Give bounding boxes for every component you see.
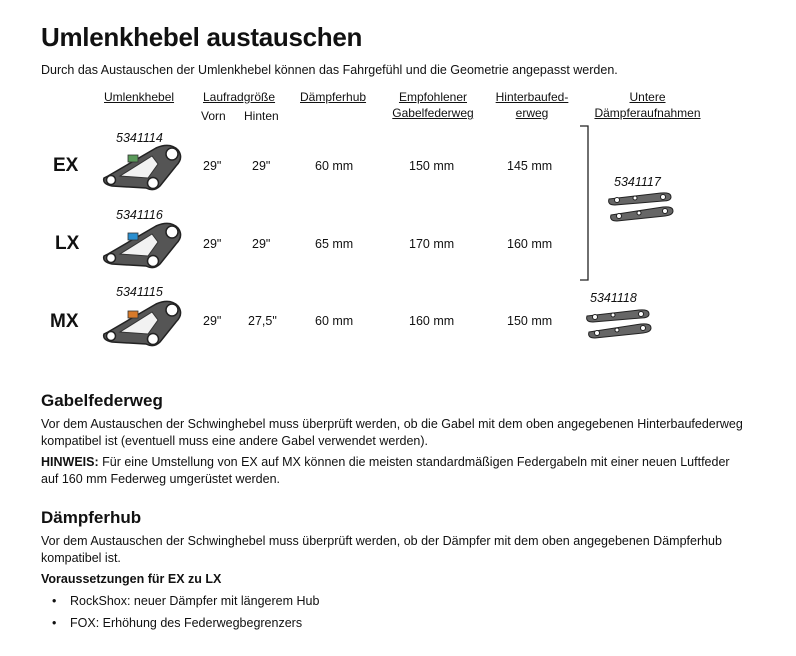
fork-para-line2: kompatibel ist (eventuell muss eine andere Gabel verwendet werden). (41, 434, 429, 448)
ex-fork: 150 mm (409, 159, 455, 173)
mx-travel: 150 mm (507, 314, 553, 328)
note-label: HINWEIS: (41, 455, 99, 469)
shock-section-paragraph (41, 533, 771, 567)
lever-mx-color-mark (128, 311, 138, 318)
fork-para-line1: Vor dem Austauschen der Schwinghebel muss überprüft werden, ob die Gabel mit dem oben angegebenen Hinterbaufederweg (41, 417, 743, 431)
ex-travel: 145 mm (507, 159, 553, 173)
lx-travel: 160 mm (507, 237, 553, 251)
prereq-heading: Voraussetzungen für EX zu LX (41, 572, 222, 586)
header-travel-line1: Hinterbaufed- (495, 90, 569, 104)
header-mounts-line2: Dämpferaufnahmen (594, 106, 701, 120)
list-item-text: FOX: Erhöhung des Federwegbegrenzers (70, 616, 303, 630)
list-item-text: RockShox: neuer Dämpfer mit längerem Hub (70, 594, 320, 608)
header-front: Vorn (201, 109, 226, 123)
mount-1-image (605, 189, 677, 223)
fork-section-paragraph (41, 416, 771, 450)
row-label-ex: EX (53, 155, 79, 176)
shock-para-line1: Vor dem Austauschen der Schwinghebel muss überprüft werden, ob der Dämpfer mit dem oben angegebenen Dämpferhub (41, 534, 722, 548)
header-fork-line1: Empfohlener (398, 90, 468, 104)
ex-stroke: 60 mm (315, 159, 354, 173)
fork-section-heading: Gabelfederweg (41, 391, 163, 410)
part-number-ex: 5341114 (116, 131, 163, 145)
note-line1: Für eine Umstellung von EX auf MX können die meisten standardmäßigen Federgabeln mit einer neuen Luftfeder (98, 455, 730, 469)
lever-ex-image (98, 142, 184, 192)
intro-text: Durch das Austauschen der Umlenkhebel können das Fahrgefühl und die Geometrie angepasst werden. (41, 63, 618, 77)
mount-part-number-1: 5341117 (614, 175, 661, 189)
lever-lx-image (98, 220, 184, 270)
header-travel (492, 89, 572, 121)
ex-front: 29" (203, 159, 222, 173)
header-fork (391, 89, 475, 121)
lever-lx-color-mark (128, 233, 138, 240)
lever-mx-image (98, 298, 184, 348)
header-rear: Hinten (244, 109, 279, 123)
lx-stroke: 65 mm (315, 237, 354, 251)
shock-para-line2: kompatibel ist. (41, 551, 121, 565)
header-fork-line2: Gabelfederweg (392, 106, 474, 120)
part-number-mx: 5341115 (116, 285, 163, 299)
lever-ex-color-mark (128, 155, 138, 162)
header-mounts (590, 89, 705, 121)
group-bracket (578, 124, 592, 284)
fork-note (41, 454, 771, 488)
list-item (52, 616, 319, 638)
bullet-icon: • (52, 616, 57, 630)
page-title: Umlenkhebel austauschen (41, 22, 363, 52)
list-item (52, 594, 319, 616)
mx-stroke: 60 mm (315, 314, 354, 328)
row-label-lx: LX (55, 233, 80, 254)
header-wheelsize: Laufradgröße (203, 90, 276, 104)
row-label-mx: MX (50, 311, 79, 332)
mount-part-number-2: 5341118 (590, 291, 637, 305)
mx-rear: 27,5" (248, 314, 277, 328)
prereq-list (52, 594, 319, 638)
bullet-icon: • (52, 594, 57, 608)
lx-fork: 170 mm (409, 237, 455, 251)
mx-front: 29" (203, 314, 222, 328)
shock-section-heading: Dämpferhub (41, 508, 142, 527)
lx-rear: 29" (252, 237, 271, 251)
mx-fork: 160 mm (409, 314, 455, 328)
header-mounts-line1: Untere (629, 90, 666, 104)
ex-rear: 29" (252, 159, 271, 173)
header-lever: Umlenkhebel (104, 90, 175, 104)
header-shockstroke: Dämpferhub (300, 90, 367, 104)
lx-front: 29" (203, 237, 222, 251)
note-line2: auf 160 mm Federweg umgerüstet werden. (41, 472, 281, 486)
mount-2-image (583, 304, 655, 340)
part-number-lx: 5341116 (116, 208, 163, 222)
header-travel-line2: erweg (515, 106, 549, 120)
